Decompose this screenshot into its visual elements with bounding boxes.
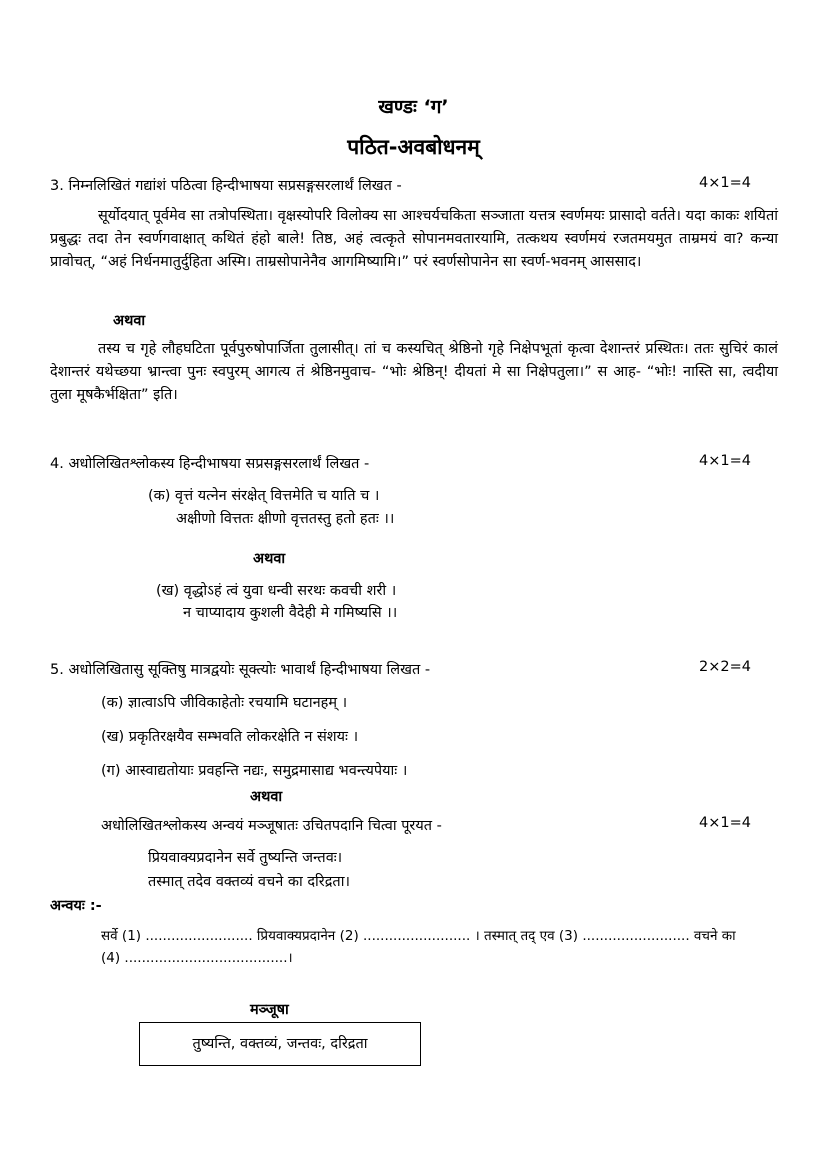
shloka-line1: प्रियवाक्यप्रदानेन सर्वे तुष्यन्ति जन्तवः।: [148, 850, 343, 866]
q5-item-ga: (ग) आस्वाद्यतोयाः प्रवहन्ति नद्यः, समुद्रमासाद्य भवन्त्यपेयाः ।: [101, 763, 408, 779]
q3-passage-2: [50, 338, 778, 407]
anvaya-line2: (4) ......................................।: [101, 950, 293, 966]
q5-alt-question: अधोलिखितश्लोकस्य अन्वयं मञ्जूषातः उचितपदानि चित्वा पूरयत -: [101, 818, 442, 834]
q3-passage-2-text: तस्य च गृहे लौहघटिता पूर्वपुरुषोपार्जिता तुलासीत्। तां च कस्यचित् श्रेष्ठिनो गृहे निक्षेपभूतां कृत्वा देशान्तरं प्रस्थितः। ततः सुचिरं कालं देशान्तरं यथेच्छया भ्रान्त्वा पुनः स्वपुरम् आगत्य तं श्रेष्ठिनमुवाच- “भोः श्रेष्ठिन्! दीयतां मे सा निक्षेपतुला।” स आह- “भोः! नास्ति सा, त्वदीया तुला मूषकैर्भक्षिता” इति।: [50, 341, 778, 403]
q4-or-label: अथवा: [253, 551, 286, 567]
q3-passage-1: [50, 205, 778, 274]
q3-or-label: अथवा: [113, 313, 146, 329]
q4-verse-b-line2: न चाप्यादाय कुशली वैदेही मे गमिष्यसि ।।: [183, 605, 398, 621]
q4-verse-a-line1: (क) वृत्तं यत्नेन संरक्षेत् वित्तमेति च याति च ।: [148, 488, 380, 504]
q5-question: 5. अधोलिखितासु सूक्तिषु मात्रद्वयोः सूक्त्योः भावार्थं हिन्दीभाषया लिखत -: [50, 662, 431, 678]
q4-verse-b-line1: (ख) वृद्धोऽहं त्वं युवा धन्वी सरथः कवची शरी ।: [156, 583, 397, 599]
q5-item-ka: (क) ज्ञात्वाऽपि जीविकाहेतोः रचयामि घटानहम् ।: [101, 695, 348, 711]
q5-item-kha: (ख) प्रकृतिरक्षयैव सम्भवति लोकरक्षेति न संशयः ।: [101, 729, 359, 745]
q3-marks: 4×1=4: [699, 175, 751, 191]
manjusha-words: तुष्यन्ति, वक्तव्यं, जन्तवः, दरिद्रता: [192, 1036, 368, 1052]
q4-verse-a-line2: अक्षीणो वित्ततः क्षीणो वृत्ततस्तु हतो हतः ।।: [176, 511, 395, 527]
q5-or-label: अथवा: [250, 789, 283, 805]
manjusha-box: [139, 1022, 421, 1066]
manjusha-label: मञ्जूषा: [250, 1002, 289, 1018]
section-subtitle: पठित-अवबोधनम्: [347, 135, 480, 159]
q3-question: 3. निम्नलिखितं गद्यांशं पठित्वा हिन्दीभाषया सप्रसङ्गसरलार्थं लिखत -: [50, 178, 402, 194]
q4-question: 4. अधोलिखितश्लोकस्य हिन्दीभाषया सप्रसङ्गसरलार्थं लिखत -: [50, 456, 370, 472]
q5-marks: 2×2=4: [699, 659, 751, 675]
section-title: खण्डः ‘ग’: [378, 96, 449, 118]
anvaya-label: अन्वयः :-: [50, 898, 102, 914]
shloka-line2: तस्मात् तदेव वक्तव्यं वचने का दरिद्रता।: [148, 874, 350, 890]
anvaya-line1: सर्वे (1) ......................... प्रियवाक्यप्रदानेन (2) ......................... । तस्मात् तद् एव (3) ......................... वचने का: [101, 928, 736, 944]
q5-alt-marks: 4×1=4: [699, 815, 751, 831]
q4-marks: 4×1=4: [699, 453, 751, 469]
q3-passage-1-text: सूर्योदयात् पूर्वमेव सा तत्रोपस्थिता। वृक्षस्योपरि विलोक्य सा आश्चर्यचकिता सञ्जाता यत्तत्र स्वर्णमयः प्रासादो वर्तते। यदा काकः शयितां प्रबुद्धः तदा तेन स्वर्णगवाक्षात् कथितं हंहो बाले! तिष्ठ, अहं त्वत्कृते सोपानमवतारयामि, तत्कथय स्वर्णमयं रजतमयमुत ताम्रमयं वा? कन्या प्रावोचत्, “अहं निर्धनमातुर्दुहिता अस्मि। ताम्रसोपानेनैव आगमिष्यामि।” परं स्वर्णसोपानेन सा स्वर्ण-भवनम् आससाद।: [50, 208, 778, 270]
